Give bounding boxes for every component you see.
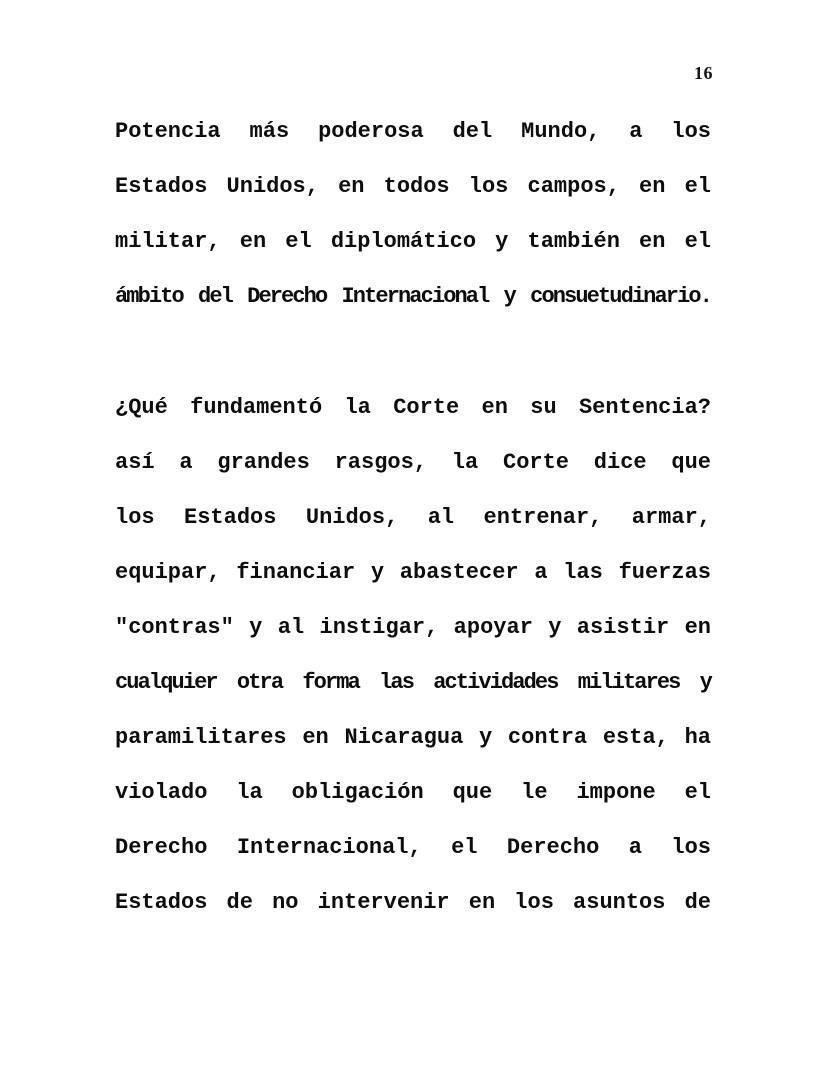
paragraph (115, 380, 711, 930)
text-line: ¿Qué fundamentó la Corte en su Sentencia? (115, 395, 711, 420)
text-line: militar, en el diplomático y también en el (115, 229, 711, 254)
text-line: "contras" y al instigar, apoyar y asistir en (115, 615, 711, 640)
text-line: cualquier otra forma las actividades militares y (115, 670, 711, 695)
text-line: equipar, financiar y abastecer a las fuerzas (115, 560, 711, 585)
text-line: violado la obligación que le impone el (115, 780, 711, 805)
text-line: Estados Unidos, en todos los campos, en el (115, 174, 711, 199)
document-body (115, 104, 711, 930)
page-number: 16 (694, 63, 713, 83)
text-line: los Estados Unidos, al entrenar, armar, (115, 505, 711, 530)
text-line: ámbito del Derecho Internacional y consuetudinario. (115, 284, 711, 309)
text-line: así a grandes rasgos, la Corte dice que (115, 450, 711, 475)
text-line: Derecho Internacional, el Derecho a los (115, 835, 711, 860)
text-line: Potencia más poderosa del Mundo, a los (115, 119, 711, 144)
text-line: Estados de no intervenir en los asuntos de (115, 890, 711, 915)
text-line: paramilitares en Nicaragua y contra esta, ha (115, 725, 711, 750)
paragraph (115, 104, 711, 324)
